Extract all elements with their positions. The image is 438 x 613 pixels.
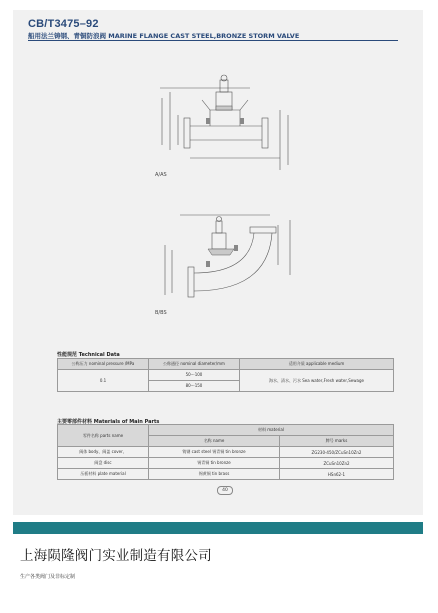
header-medium: 适用介质 applicable medium [240,359,394,370]
cell-name: 铸钢 cast steel 锡青铜 tin bronze [149,447,280,458]
cell-diameter-2: 80～150 [149,381,240,392]
materials-title: 主要零部件材料 Materials of Main Parts [57,419,160,425]
valve-drawing-b [150,205,300,310]
cell-marks: ZG230-450/ZCuSn10Zn2 [280,447,394,458]
cell-name: 锡青铜 tin bronze [149,458,280,469]
header-material: 材料 material [149,425,394,436]
cell-diameter-1: 50～100 [149,370,240,381]
standard-code: CB/T3475–92 [28,18,99,30]
table-header-row [58,359,394,370]
header-marks: 牌号 marks [280,436,394,447]
page-number: 40 [217,486,233,495]
header-name: 名称 name [149,436,280,447]
header-diameter: 公称通径 nominal diameter/mm [149,359,240,370]
table-row [58,447,394,458]
cell-marks: ZCuSn10Zn2 [280,458,394,469]
cell-pressure: 0.1 [58,370,149,392]
cell-name: 锡黄铜 tin brass [149,469,280,480]
company-name: 上海陨隆阀门实业制造有限公司 [20,548,212,564]
page-title: 船用法兰铸钢、青铜防浪阀 MARINE FLANGE CAST STEEL,BRONZE STORM VALVE [28,32,300,40]
cell-medium: 海水、清水、污水 Sea water,Fresh water,Sewage [240,370,394,392]
technical-data-table [57,358,394,392]
materials-table [57,424,394,480]
table-header-row [58,425,394,436]
company-tagline: 生产各类阀门及非标定制 [20,574,76,580]
accent-divider [13,522,423,534]
table-row [58,469,394,480]
header-part: 零件名称 parts name [58,425,149,447]
table-row [58,370,394,381]
diagram-label-b: B/BS [155,310,167,316]
title-rule [28,40,398,41]
cell-marks: HSn62-1 [280,469,394,480]
cell-part: 阀体 body、阀盖 cover、 [58,447,149,458]
header-pressure: 公称压力 nominal pressure /MPa [58,359,149,370]
valve-drawing-a [150,70,300,175]
diagram-label-a: A/AS [155,172,167,178]
table-row [58,458,394,469]
technical-data-title: 性能规范 Technical Data [57,352,120,358]
cell-part: 阀盘 disc [58,458,149,469]
cell-part: 压板材料 plate material [58,469,149,480]
